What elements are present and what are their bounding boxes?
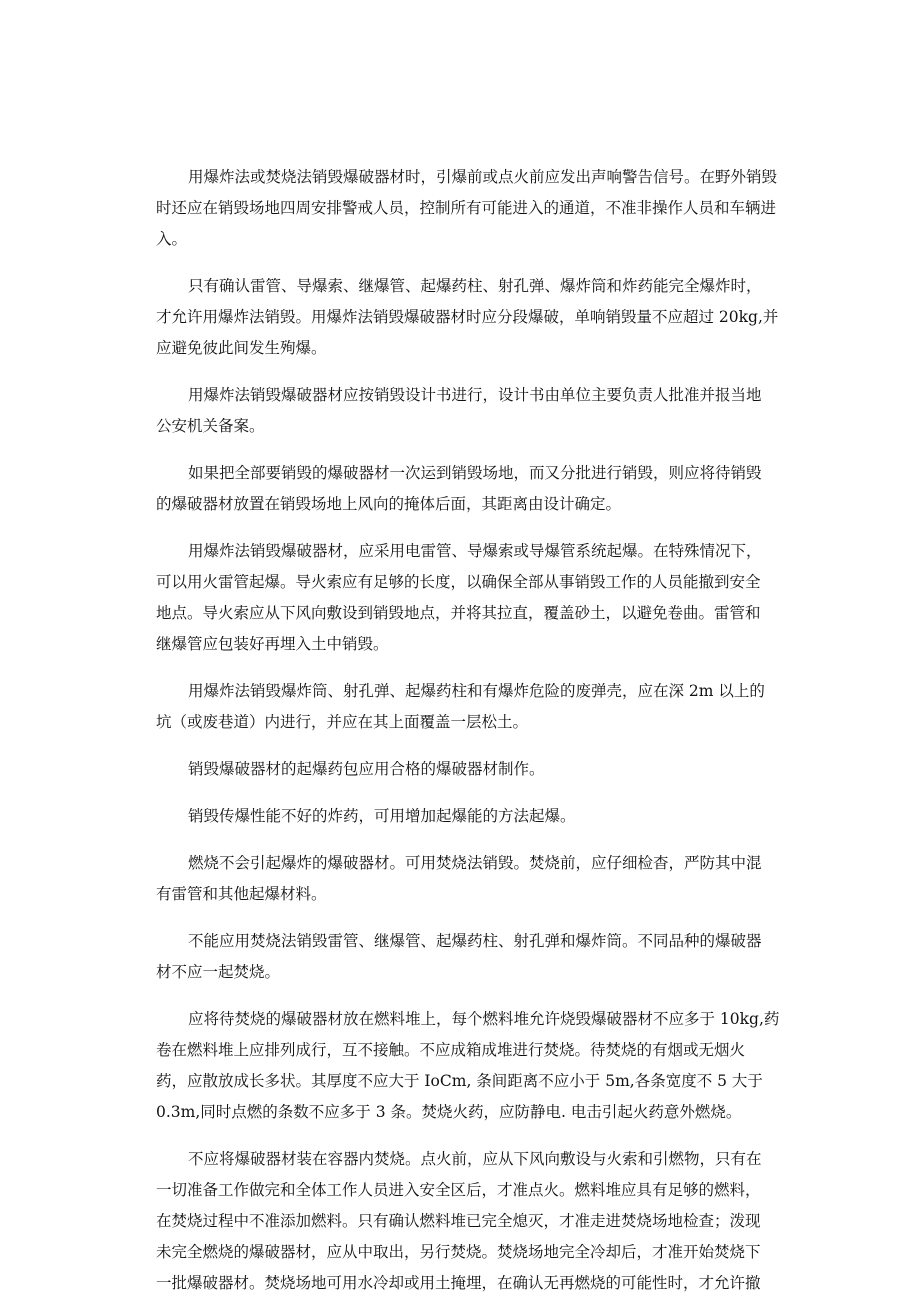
text-line: 药，应散放成长多状。其厚度不应大于 IoCm, 条间距离不应小于 5m,各条宽度不 5 大于 [156, 1072, 763, 1090]
paragraph [156, 848, 762, 910]
paragraph [156, 380, 762, 442]
paragraph [156, 926, 762, 988]
paragraph [156, 162, 778, 255]
paragraph [156, 676, 765, 738]
text-line: 应将待焚烧的爆破器材放在燃料堆上，每个燃料堆允许烧毁爆破器材不应多于 10kg,药 [188, 1010, 780, 1028]
text-line: 销毁传爆性能不好的炸药，可用增加起爆能的方法起爆。 [188, 807, 576, 825]
text-line: 一切准备工作做完和全体工作人员进入安全区后，才准点火。燃料堆应具有足够的燃料， [156, 1181, 761, 1199]
text-line: 在焚烧过程中不准添加燃料。只有确认燃料堆已完全熄灭，才准走进焚烧场地检查；泼现 [156, 1212, 761, 1230]
text-line: 才允许用爆炸法销毁。用爆炸法销毁爆破器材时应分段爆破，单响销毁量不应超过 20kg,并 [156, 308, 779, 326]
text-line: 不能应用焚烧法销毁雷管、继爆管、起爆药柱、射孔弹和爆炸筒。不同品种的爆破器 [188, 932, 762, 950]
text-line: 0.3m,同时点燃的条数不应多于 3 条。焚烧火药，应防静电. 电击引起火药意外燃烧。 [156, 1103, 742, 1121]
text-line: 时还应在销毁场地四周安排警戒人员，控制所有可能进入的通道，不准非操作人员和车辆进 [156, 199, 777, 217]
text-line: 用爆炸法销毁爆炸筒、射孔弹、起爆药柱和有爆炸危险的废弹壳，应在深 2m 以上的 [188, 682, 765, 700]
paragraph [156, 754, 762, 785]
text-line: 入。 [156, 230, 188, 248]
paragraph [156, 801, 762, 832]
paragraph [156, 271, 779, 364]
text-line: 一批爆破器材。焚烧场地可用水冷却或用土掩埋，在确认无再燃烧的可能性时，才允许撤 [156, 1274, 761, 1292]
text-line: 不应将爆破器材装在容器内焚烧。点火前，应从下风向敷设与火索和引燃物，只有在 [188, 1150, 762, 1168]
text-line: 继爆管应包装好再埋入土中销毁。 [156, 635, 389, 653]
text-line: 的爆破器材放置在销毁场地上风向的掩体后面，其距离由设计确定。 [156, 495, 622, 513]
text-line: 应避免彼此间发生殉爆。 [156, 339, 327, 357]
text-line: 有雷管和其他起爆材料。 [156, 885, 327, 903]
paragraph [156, 458, 762, 520]
text-line: 用爆炸法或焚烧法销毁爆破器材时，引爆前或点火前应发出声响警告信号。在野外销毁 [188, 168, 778, 186]
paragraph [156, 536, 762, 660]
text-line: 材不应一起焚烧。 [156, 963, 281, 981]
text-line: 卷在燃料堆上应排列成行，互不接触。不应成箱成堆进行焚烧。待焚烧的有烟或无烟火 [156, 1041, 746, 1059]
paragraph [156, 1004, 780, 1128]
text-line: 可以用火雷管起爆。导火索应有足够的长度，以确保全部从事销毁工作的人员能撤到安全 [156, 573, 761, 591]
text-line: 公安机关备案。 [156, 417, 265, 435]
paragraph [156, 1144, 762, 1299]
text-line: 用爆炸法销毁爆破器材，应采用电雷管、导爆索或导爆管系统起爆。在特殊情况下， [188, 542, 762, 560]
text-line: 只有确认雷管、导爆索、继爆管、起爆药柱、射孔弹、爆炸筒和炸药能完全爆炸时， [188, 277, 762, 295]
text-line: 燃烧不会引起爆炸的爆破器材。可用焚烧法销毁。焚烧前，应仔细检杳，严防其中混 [188, 854, 762, 872]
text-line: 地点。导火索应从下风向敷设到销毁地点，并将其拉直，覆盖砂土，以避免卷曲。雷管和 [156, 604, 761, 622]
text-line: 销毁爆破器材的起爆药包应用合格的爆破器材制作。 [188, 760, 545, 778]
text-line: 如果把全部要销毁的爆破器材一次运到销毁场地，而又分批进行销毁，则应将待销毁 [188, 464, 762, 482]
text-line: 未完全燃烧的爆破器材，应从中取出，另行焚烧。焚烧场地完全冷却后，才准开始焚烧下 [156, 1243, 761, 1261]
document-body [156, 162, 780, 1315]
text-line: 坑（或废巷道）内进行，并应在其上面覆盖一层松土。 [156, 713, 529, 731]
text-line: 用爆炸法销毁爆破器材应按销毁设计书进行，设计书由单位主要负责人批准并报当地 [188, 386, 762, 404]
